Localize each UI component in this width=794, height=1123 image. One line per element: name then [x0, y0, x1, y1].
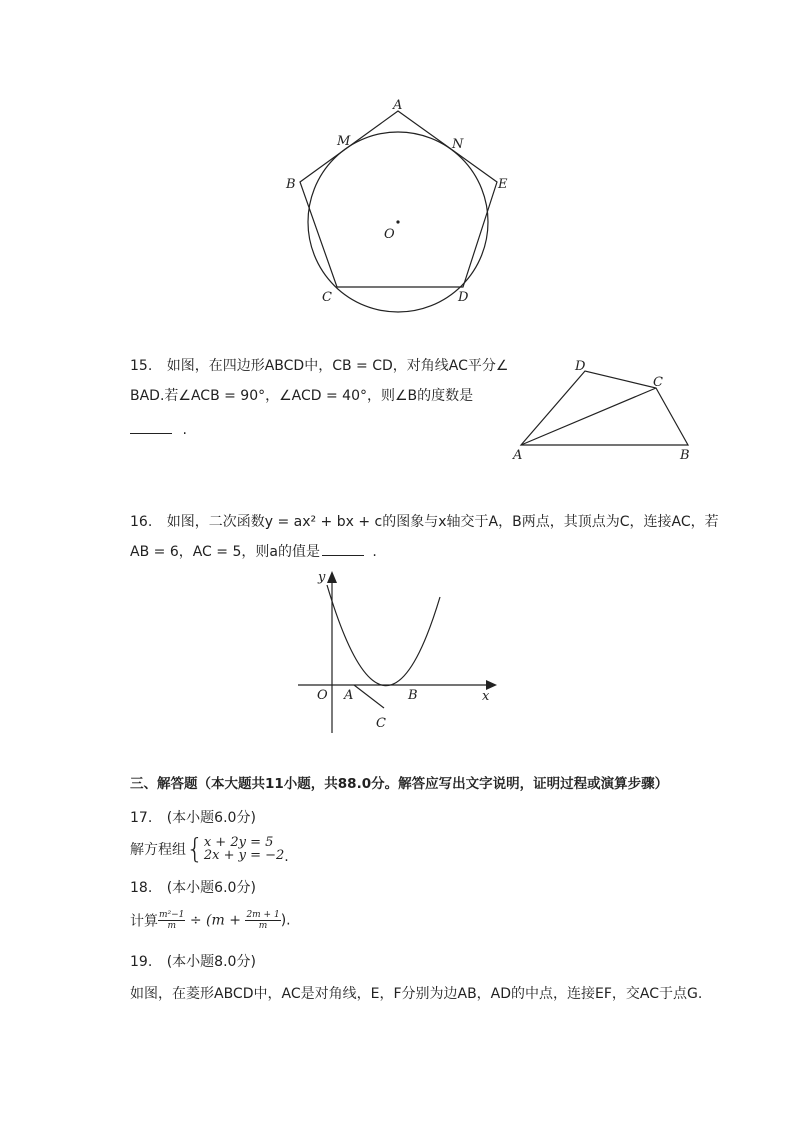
q15-line2: BAD.若∠ACB = 90°，∠ACD = 40°，则∠B的度数是 [130, 388, 474, 404]
q19-text: 如图，在菱形ABCD中，AC是对角线，E，F分别为边AB，AD的中点，连接EF，交AC于点G. [130, 986, 703, 1002]
q18-middle: ÷ (m + [189, 912, 241, 929]
fraction-1-denominator: m [167, 921, 176, 931]
label-b: B [286, 177, 296, 192]
label-m: M [337, 134, 351, 149]
diagonal-ac [521, 388, 656, 445]
equation-1: x + 2y = 5 [203, 835, 274, 850]
parabola-figure [290, 565, 510, 740]
label-a: A [344, 688, 354, 703]
label-n: N [452, 137, 464, 152]
label-a: A [513, 448, 523, 463]
equation-2: 2x + y = −2 [203, 848, 285, 863]
parabola-curve [327, 585, 440, 686]
label-a: A [393, 98, 403, 113]
label-e: E [498, 177, 508, 192]
label-b: B [680, 448, 690, 463]
pentagon-shape [300, 111, 497, 287]
q15-number: 15. [130, 358, 153, 374]
q15-text-line1: 如图，在四边形ABCD中，CB = CD，对角线AC平分∠ [166, 358, 509, 374]
label-o: O [384, 227, 395, 242]
equation-brace: { [186, 832, 204, 865]
q18-end: ). [280, 912, 291, 929]
q17-end: . [284, 849, 289, 865]
q15-line1 [130, 356, 508, 376]
q17-prefix: 解方程组 [130, 842, 186, 858]
label-x: x [482, 689, 490, 704]
fraction-2 [245, 910, 280, 931]
q16-answer-blank[interactable] [322, 543, 364, 556]
q16-number: 16. [130, 514, 153, 530]
fraction-1 [158, 910, 185, 931]
label-o: O [317, 688, 328, 703]
q15-line3 [130, 420, 187, 440]
q17-number: 17. [130, 810, 153, 826]
label-b: B [408, 688, 418, 703]
q17-header [130, 808, 256, 828]
quadrilateral-figure [505, 355, 705, 467]
q17-body [130, 832, 289, 865]
q16-end: . [372, 544, 377, 560]
q15-end: . [182, 422, 187, 438]
q18-body [130, 910, 291, 931]
y-axis-arrow [327, 571, 337, 583]
fraction-1-numerator: m²−1 [159, 910, 185, 920]
q19-score: (本小题8.0分) [166, 954, 256, 970]
q19-header [130, 952, 256, 972]
label-d: D [458, 290, 469, 305]
pentagon-circle-figure [270, 90, 530, 320]
label-y: y [318, 570, 326, 585]
label-c: C [322, 290, 332, 305]
fraction-2-denominator: m [258, 921, 268, 931]
equation-system [204, 836, 284, 862]
q18-number: 18. [130, 880, 153, 896]
q18-header [130, 878, 256, 898]
label-c: C [376, 716, 386, 731]
section3-heading: 三、解答题（本大题共11小题，共88.0分。解答应写出文字说明，证明过程或演算步骤） [130, 776, 669, 792]
label-c: C [653, 375, 663, 390]
q18-prefix: 计算 [130, 913, 158, 930]
q16-text-line1: 如图，二次函数y = ax² + bx + c的图象与x轴交于A，B两点，其顶点为C，连接AC，若 [166, 514, 719, 530]
q19-number: 19. [130, 954, 153, 970]
q16-line1 [130, 512, 719, 532]
fraction-2-numerator: 2m + 1 [246, 910, 280, 920]
q17-score: (本小题6.0分) [166, 810, 256, 826]
q18-score: (本小题6.0分) [166, 880, 256, 896]
label-d: D [575, 359, 586, 374]
center-point [396, 220, 399, 223]
q16-line2 [130, 542, 377, 562]
q15-answer-blank[interactable] [130, 421, 172, 434]
segment-ac [354, 685, 384, 708]
q16-text-line2: AB = 6，AC = 5，则a的值是 [130, 544, 320, 560]
